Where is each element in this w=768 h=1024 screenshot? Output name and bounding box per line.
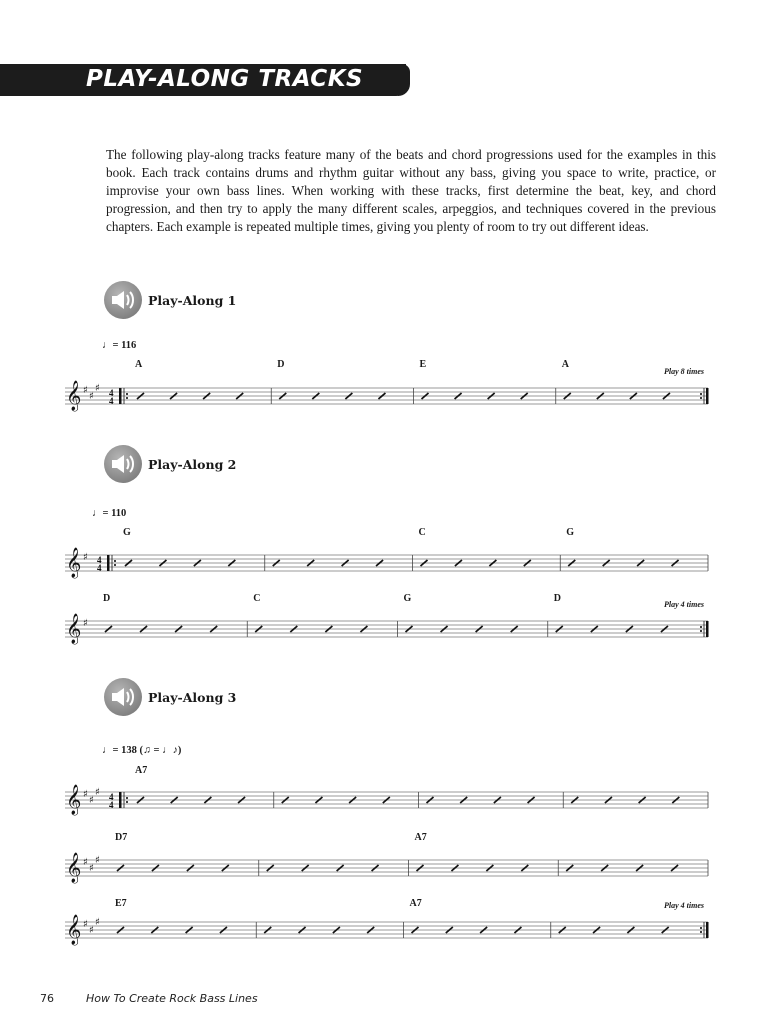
time-signature: 4	[97, 555, 102, 565]
sharp-icon: ♯	[83, 789, 88, 800]
book-title: How To Create Rock Bass Lines	[86, 992, 258, 1005]
speaker-icon[interactable]	[104, 445, 142, 483]
chord-symbol: E	[419, 359, 427, 370]
treble-clef-icon: 𝄞	[66, 915, 82, 945]
treble-clef-icon: 𝄞	[66, 548, 82, 578]
staff	[65, 780, 718, 820]
chord-symbol: A	[561, 359, 569, 370]
sharp-icon: ♯	[83, 857, 88, 868]
play-times-label: Play 4 times	[664, 901, 704, 910]
staff	[65, 848, 718, 888]
repeat-end	[706, 388, 709, 404]
staff	[65, 376, 718, 416]
repeat-end	[706, 922, 709, 938]
sharp-icon: ♯	[95, 383, 100, 394]
treble-clef-icon: 𝄞	[66, 853, 82, 883]
sharp-icon: ♯	[95, 787, 100, 798]
staff	[65, 910, 718, 950]
treble-clef-icon: 𝄞	[66, 381, 82, 411]
tempo-marking: ♩= 138 (♫ = ♩♪)	[102, 745, 182, 756]
track-header-3[interactable]	[104, 678, 236, 716]
repeat-end	[706, 621, 709, 637]
chord-symbol: C	[253, 593, 261, 604]
repeat-start	[107, 555, 110, 571]
chord-symbol: A7	[414, 832, 427, 843]
page-number: 76	[40, 992, 54, 1005]
sharp-icon: ♯	[89, 795, 94, 806]
chord-symbol: D7	[115, 832, 128, 843]
staff	[65, 609, 718, 649]
track-title: Play-Along 1	[148, 292, 237, 308]
sharp-icon: ♯	[89, 863, 94, 874]
chord-symbol: G	[123, 527, 131, 538]
play-times-label: Play 4 times	[664, 600, 704, 609]
chord-symbol: A7	[409, 898, 422, 909]
treble-clef-icon: 𝄞	[66, 785, 82, 815]
track-title: Play-Along 2	[148, 456, 237, 472]
repeat-start	[119, 792, 122, 808]
track-header-1[interactable]	[104, 281, 236, 319]
sharp-icon: ♯	[89, 391, 94, 402]
sharp-icon: ♯	[95, 855, 100, 866]
chord-symbol: G	[566, 527, 575, 538]
chord-symbol: D	[277, 359, 285, 370]
chord-symbol: A7	[135, 765, 148, 776]
repeat-start	[119, 388, 122, 404]
speaker-icon[interactable]	[104, 678, 142, 716]
chord-symbol: A	[135, 359, 143, 370]
track-title: Play-Along 3	[148, 689, 237, 705]
sharp-icon: ♯	[89, 925, 94, 936]
sharp-icon: ♯	[83, 919, 88, 930]
time-signature: 4	[109, 388, 114, 398]
chord-symbol: D	[553, 593, 561, 604]
time-signature: 4	[109, 792, 114, 802]
track-header-2[interactable]	[104, 445, 236, 483]
chord-symbol: D	[103, 593, 111, 604]
chord-symbol: E7	[115, 898, 127, 909]
treble-clef-icon: 𝄞	[66, 614, 82, 644]
staff	[65, 543, 718, 583]
time-signature: 4	[97, 563, 102, 573]
chord-symbol: G	[403, 593, 412, 604]
page-title: PLAY-ALONG TRACKS	[86, 66, 364, 92]
speaker-icon[interactable]	[104, 281, 142, 319]
chord-symbol: C	[418, 527, 426, 538]
time-signature: 4	[109, 800, 114, 810]
sharp-icon: ♯	[83, 618, 88, 629]
tempo-marking: ♩= 110	[92, 508, 127, 519]
tempo-marking: ♩= 116	[102, 340, 137, 351]
sharp-icon: ♯	[95, 917, 100, 928]
sharp-icon: ♯	[83, 385, 88, 396]
time-signature: 4	[109, 396, 114, 406]
sharp-icon: ♯	[83, 552, 88, 563]
intro-paragraph: The following play-along tracks feature many of the beats and chord progressions used for the examples in this book. Each track contains drums and rhythm guitar without any bass, giving you space to write, practice, or improvise your own bass lines. When working with these tracks, first determine the beat, key, and chord progression, and then try to apply the many different scales, arpeggios, and techniques covered in the previous chapters. Each example is repeated multiple times, giving you plenty of room to try out different ideas.	[106, 147, 716, 234]
play-times-label: Play 8 times	[664, 367, 704, 376]
